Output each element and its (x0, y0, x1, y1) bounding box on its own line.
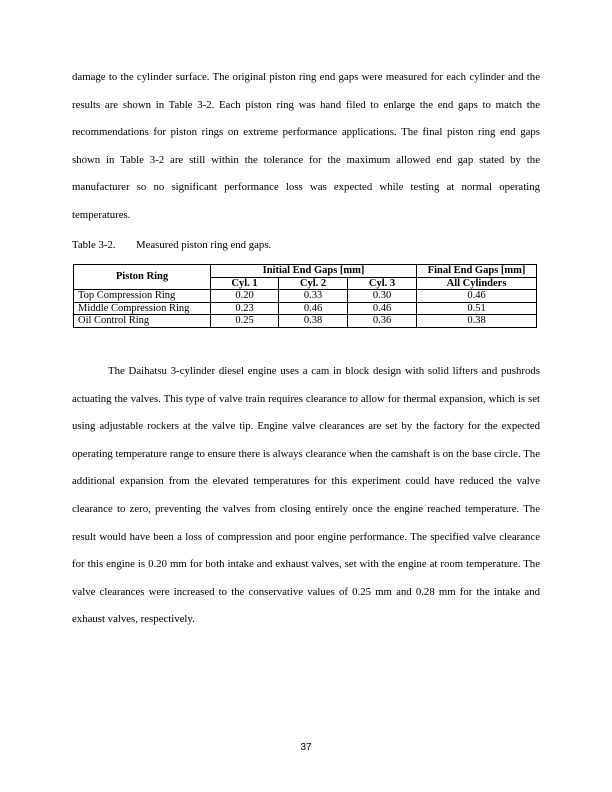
row-cyl-2-value: 0.46 (279, 302, 348, 315)
header-cyl-1: Cyl. 1 (211, 277, 279, 290)
row-cyl-3-value: 0.46 (348, 302, 417, 315)
piston-ring-end-gaps-table (73, 264, 537, 328)
table-header-row-1 (74, 265, 537, 278)
table-caption-number: Table 3-2. (72, 239, 116, 251)
header-initial-end-gaps: Initial End Gaps [mm] (211, 265, 417, 278)
row-final-value: 0.38 (417, 315, 537, 328)
row-final-value: 0.51 (417, 302, 537, 315)
row-cyl-1-value: 0.25 (211, 315, 279, 328)
row-cyl-2-value: 0.38 (279, 315, 348, 328)
row-final-value: 0.46 (417, 290, 537, 303)
table-caption-title: Measured piston ring end gaps. (136, 239, 272, 251)
header-cyl-3: Cyl. 3 (348, 277, 417, 290)
row-ring-name: Middle Compression Ring (74, 302, 211, 315)
row-cyl-1-value: 0.20 (211, 290, 279, 303)
table-caption (72, 232, 271, 260)
table-row (74, 290, 537, 303)
header-cyl-2: Cyl. 2 (279, 277, 348, 290)
row-cyl-2-value: 0.33 (279, 290, 348, 303)
table-row (74, 302, 537, 315)
table-row (74, 315, 537, 328)
row-cyl-3-value: 0.36 (348, 315, 417, 328)
header-final-end-gaps: Final End Gaps [mm] (417, 265, 537, 278)
row-cyl-1-value: 0.23 (211, 302, 279, 315)
header-all-cylinders: All Cylinders (417, 277, 537, 290)
header-piston-ring: Piston Ring (74, 265, 211, 290)
page-number: 37 (300, 742, 312, 753)
row-ring-name: Top Compression Ring (74, 290, 211, 303)
body-paragraph-2: The Daihatsu 3-cylinder diesel engine uses a cam in block design with solid lifters and pushrods actuating the valves. This type of valve train requires clearance to allow for thermal expansion, which is set using adjustable rockers at the valve tip. Engine valve clearances are set by the factory for the expected operating temperature range to ensure there is always clearance when the camshaft is on the base circle. The additional expansion from the elevated temperatures for this experiment could have reduced the valve clearance to zero, preventing the valves from closing entirely once the engine reached temperature. The result would have been a loss of compression and poor engine performance. The specified valve clearance for this engine is 0.20 mm for both intake and exhaust valves, set with the engine at room temperature. The valve clearances were increased to the conservative values of 0.25 mm and 0.28 mm for the intake and exhaust valves, respectively. (72, 365, 540, 626)
row-cyl-3-value: 0.30 (348, 290, 417, 303)
body-paragraph-1: damage to the cylinder surface. The original piston ring end gaps were measured for each cylinder and the results are shown in Table 3-2. Each piston ring was hand filed to enlarge the end gaps to match the recommendations for piston rings on extreme performance applications. The final piston ring end gaps shown in Table 3-2 are still within the tolerance for the maximum allowed end gap stated by the manufacturer so no significant performance loss was expected while testing at normal operating temperatures. (72, 71, 540, 221)
row-ring-name: Oil Control Ring (74, 315, 211, 328)
